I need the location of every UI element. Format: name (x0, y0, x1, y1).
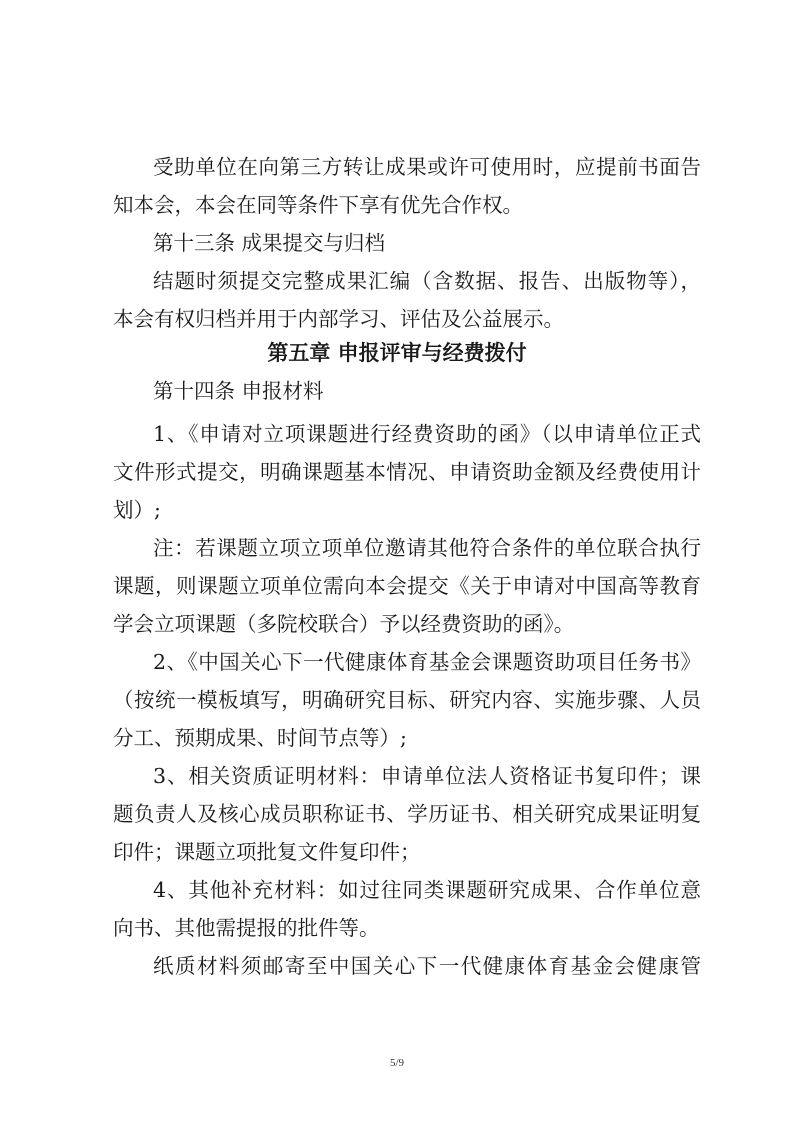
text-line: 3、相关资质证明材料：申请单位法人资格证书复印件；课 (153, 764, 701, 788)
text-line: 知本会，本会在同等条件下享有优先合作权。 (113, 193, 523, 217)
page-number: 5/9 (389, 1057, 405, 1069)
text-line: 学会立项课题（多院校联合）予以经费资助的函》。 (113, 612, 575, 636)
text-line: 结题时须提交完整成果汇编（含数据、报告、出版物等）， (153, 269, 701, 293)
text-line: 2、《中国关心下一代健康体育基金会课题资助项目任务书》 (153, 650, 701, 674)
chapter-title: 第五章 申报评审与经费拨付 (267, 341, 527, 365)
text-line: 本会有权归档并用于内部学习、评估及公益展示。 (113, 307, 564, 331)
text-line: 分工、预期成果、时间节点等）; (113, 726, 407, 750)
text-line: 划）; (113, 498, 161, 522)
text-line: 受助单位在向第三方转让成果或许可使用时，应提前书面告 (153, 155, 701, 179)
text-line: 印件；课题立项批复文件复印件； (113, 840, 421, 864)
text-line: 文件形式提交，明确课题基本情况、申请资助金额及经费使用计 (113, 460, 701, 484)
text-line: 4、其他补充材料：如过往同类课题研究成果、合作单位意 (153, 878, 701, 902)
article-heading: 第十四条 申报材料 (153, 379, 324, 403)
text-line: 1、《申请对立项课题进行经费资助的函》（以申请单位正式 (153, 422, 701, 446)
text-line: 课题，则课题立项单位需向本会提交《关于申请对中国高等教育 (113, 574, 701, 598)
text-line: （按统一模板填写，明确研究目标、研究内容、实施步骤、人员 (113, 688, 701, 712)
text-line: 向书、其他需提报的批件等。 (113, 916, 380, 940)
text-line: 纸质材料须邮寄至中国关心下一代健康体育基金会健康管 (153, 954, 701, 978)
text-line: 注：若课题立项立项单位邀请其他符合条件的单位联合执行 (153, 536, 701, 560)
text-line: 题负责人及核心成员职称证书、学历证书、相关研究成果证明复 (113, 802, 701, 826)
article-heading: 第十三条 成果提交与归档 (153, 231, 386, 255)
